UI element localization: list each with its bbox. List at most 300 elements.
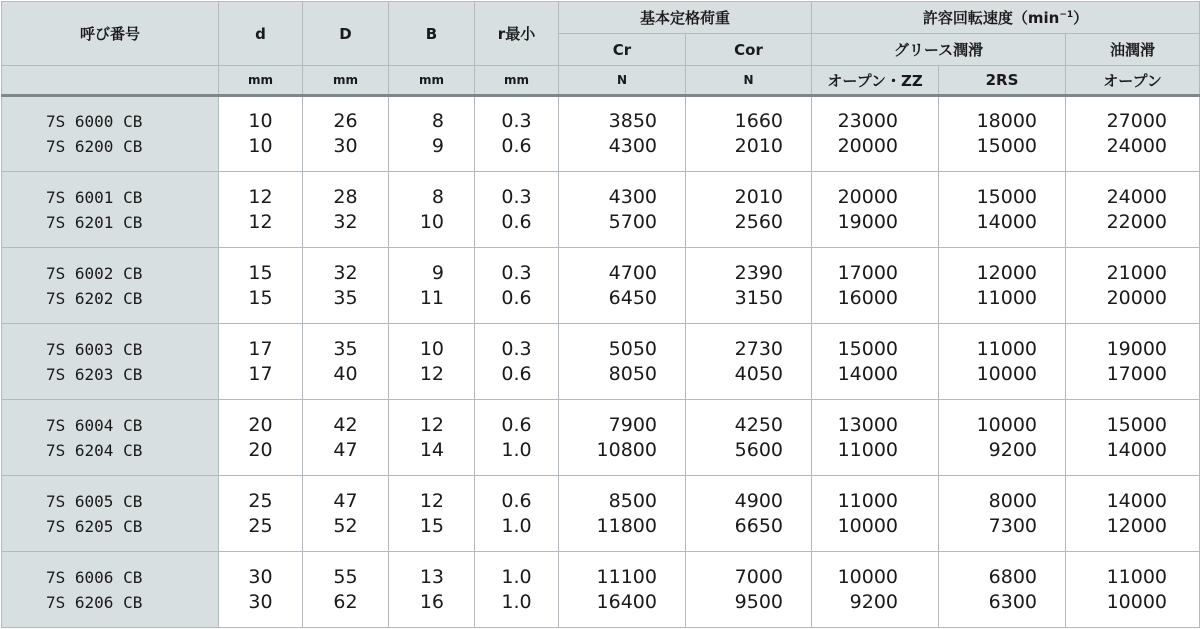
cell-lines: [686, 261, 783, 311]
line-60-series: 18000: [976, 110, 1038, 132]
cell-lines: [389, 185, 444, 235]
cell-lines: [939, 413, 1037, 463]
outer-D-cell: [303, 476, 389, 552]
line-62-series: 16: [419, 590, 444, 613]
oil-open-cell: [1066, 476, 1200, 552]
line-60-series: 6800: [988, 565, 1038, 588]
cell-lines: [686, 489, 783, 539]
line-60-series: 2010: [734, 185, 784, 208]
width-B-cell: [389, 476, 475, 552]
line-60-series: 23000: [837, 110, 899, 132]
speed-superscript: −1: [1059, 10, 1074, 20]
line-60-series: 0.6: [501, 413, 532, 436]
line-60-series: 0.3: [501, 185, 532, 208]
cell-lines: [46, 109, 218, 159]
line-60-series: 13: [419, 565, 444, 588]
line-62-series: 10000: [1106, 590, 1168, 613]
oil-open-cell: [1066, 96, 1200, 172]
line-62-series: 12000: [1106, 514, 1168, 537]
line-62-series: 6300: [988, 590, 1038, 613]
line-62-series: 22000: [1106, 210, 1168, 233]
outer-D-cell: [303, 96, 389, 172]
cell-lines: [1066, 565, 1167, 615]
designation-cell: [2, 172, 219, 248]
line-60-series: 12: [248, 185, 273, 208]
r-min-cell: [475, 248, 559, 324]
outer-D-cell: [303, 324, 389, 400]
header-Cor: Cor: [686, 34, 812, 66]
Cor-cell: [686, 400, 812, 476]
line-62-series: 7S 6204 CB: [46, 440, 143, 460]
cell-lines: [303, 109, 388, 159]
table-row: [2, 400, 1200, 476]
cell-lines: [1066, 413, 1167, 463]
line-60-series: 8: [431, 185, 444, 208]
line-60-series: 20000: [837, 185, 899, 208]
cell-lines: [939, 109, 1037, 159]
line-60-series: 42: [333, 413, 358, 436]
line-60-series: 25: [248, 489, 273, 512]
line-62-series: 30: [248, 590, 273, 613]
line-60-series: 15: [248, 261, 273, 284]
line-60-series: 8500: [608, 489, 657, 512]
line-62-series: 35: [333, 286, 358, 309]
grease-open-zz-cell: [812, 400, 939, 476]
line-62-series: 17000: [1106, 362, 1168, 385]
line-62-series: 8050: [608, 362, 657, 385]
line-62-series: 5600: [734, 438, 784, 461]
outer-D-cell: [303, 172, 389, 248]
line-60-series: 21000: [1106, 261, 1168, 284]
cell-lines: [686, 413, 783, 463]
bore-d-cell: [219, 172, 303, 248]
line-60-series: 0.3: [501, 110, 532, 132]
bearing-spec-table: [1, 1, 1200, 628]
cell-lines: [303, 413, 388, 463]
grease-2rs-cell: [939, 96, 1066, 172]
line-62-series: 9500: [734, 590, 784, 613]
line-62-series: 11000: [976, 286, 1038, 309]
cell-lines: [475, 565, 558, 615]
Cor-cell: [686, 248, 812, 324]
line-62-series: 3150: [734, 286, 784, 309]
cell-lines: [686, 565, 783, 615]
line-60-series: 13000: [837, 413, 899, 436]
line-62-series: 16000: [837, 286, 899, 309]
line-60-series: 4300: [608, 185, 657, 208]
Cr-cell: [559, 476, 686, 552]
line-62-series: 24000: [1106, 135, 1168, 157]
cell-lines: [559, 565, 657, 615]
cell-lines: [303, 489, 388, 539]
cell-lines: [1066, 109, 1167, 159]
unit-r: mm: [475, 66, 559, 96]
line-60-series: 1660: [734, 110, 784, 132]
line-60-series: 10: [248, 110, 273, 132]
bearing-spec-page: [1, 1, 1199, 627]
line-62-series: 20000: [837, 135, 899, 157]
header-width-B: B: [389, 2, 475, 66]
cell-lines: [219, 337, 302, 387]
table-row: [2, 248, 1200, 324]
line-62-series: 0.6: [501, 135, 532, 157]
line-62-series: 10000: [976, 362, 1038, 385]
line-62-series: 30: [333, 135, 358, 157]
cell-lines: [219, 109, 302, 159]
line-60-series: 7S 6000 CB: [46, 112, 143, 131]
cell-lines: [46, 565, 218, 615]
line-62-series: 0.6: [501, 286, 532, 309]
oil-open-cell: [1066, 400, 1200, 476]
cell-lines: [939, 489, 1037, 539]
cell-lines: [559, 489, 657, 539]
line-60-series: 27000: [1106, 110, 1168, 132]
line-60-series: 11000: [1106, 565, 1168, 588]
line-62-series: 62: [333, 590, 358, 613]
table-row: [2, 96, 1200, 172]
line-62-series: 7S 6200 CB: [46, 137, 143, 156]
line-62-series: 7S 6202 CB: [46, 288, 143, 308]
r-min-cell: [475, 324, 559, 400]
cell-lines: [389, 565, 444, 615]
grease-2rs-cell: [939, 476, 1066, 552]
cell-lines: [389, 489, 444, 539]
line-62-series: 14000: [837, 362, 899, 385]
table-row: [2, 324, 1200, 400]
table-row: [2, 172, 1200, 248]
line-62-series: 10800: [596, 438, 657, 461]
header-row-1: [2, 2, 1200, 34]
cell-lines: [303, 337, 388, 387]
line-62-series: 6450: [608, 286, 657, 309]
designation-cell: [2, 476, 219, 552]
cell-lines: [46, 185, 218, 235]
line-62-series: 0.6: [501, 210, 532, 233]
line-62-series: 11000: [837, 438, 899, 461]
grease-open-zz-cell: [812, 248, 939, 324]
line-60-series: 7S 6006 CB: [46, 567, 143, 587]
cell-lines: [303, 261, 388, 311]
line-60-series: 10000: [976, 413, 1038, 436]
cell-lines: [812, 109, 898, 159]
grease-open-zz-cell: [812, 552, 939, 628]
grease-open-zz-cell: [812, 96, 939, 172]
unit-blank: [2, 66, 219, 96]
line-60-series: 11100: [596, 565, 657, 588]
cell-lines: [219, 185, 302, 235]
line-62-series: 15: [419, 514, 444, 537]
cell-lines: [812, 261, 898, 311]
line-62-series: 12: [419, 362, 444, 385]
designation-cell: [2, 552, 219, 628]
designation-cell: [2, 400, 219, 476]
grease-2rs-cell: [939, 552, 1066, 628]
width-B-cell: [389, 400, 475, 476]
line-62-series: 16400: [596, 590, 657, 613]
line-60-series: 19000: [1106, 337, 1168, 360]
line-60-series: 17: [248, 337, 273, 360]
line-60-series: 3850: [608, 110, 657, 132]
oil-open-cell: [1066, 324, 1200, 400]
bore-d-cell: [219, 96, 303, 172]
cell-lines: [939, 261, 1037, 311]
line-62-series: 9200: [988, 438, 1038, 461]
cell-lines: [1066, 337, 1167, 387]
header-basic-load-rating: 基本定格荷重: [559, 2, 812, 34]
line-62-series: 52: [333, 514, 358, 537]
line-62-series: 4300: [608, 135, 657, 157]
unit-Cr: N: [559, 66, 686, 96]
line-62-series: 47: [333, 438, 358, 461]
bore-d-cell: [219, 400, 303, 476]
line-62-series: 32: [333, 210, 358, 233]
unit-grease-open-zz: オープン・ZZ: [812, 66, 939, 96]
line-62-series: 19000: [837, 210, 899, 233]
cell-lines: [46, 261, 218, 311]
Cr-cell: [559, 324, 686, 400]
line-60-series: 0.3: [501, 337, 532, 360]
line-62-series: 12: [248, 210, 273, 233]
r-min-cell: [475, 552, 559, 628]
grease-open-zz-cell: [812, 324, 939, 400]
cell-lines: [559, 337, 657, 387]
line-60-series: 4700: [608, 261, 657, 284]
line-60-series: 11000: [976, 337, 1038, 360]
line-60-series: 32: [333, 261, 358, 284]
line-60-series: 1.0: [501, 565, 532, 588]
line-62-series: 40: [333, 362, 358, 385]
line-60-series: 12000: [976, 261, 1038, 284]
oil-open-cell: [1066, 552, 1200, 628]
width-B-cell: [389, 552, 475, 628]
line-62-series: 14000: [976, 210, 1038, 233]
width-B-cell: [389, 96, 475, 172]
Cor-cell: [686, 96, 812, 172]
header-designation: 呼び番号: [2, 2, 219, 66]
line-62-series: 25: [248, 514, 273, 537]
cell-lines: [939, 185, 1037, 235]
line-60-series: 12: [419, 413, 444, 436]
cell-lines: [939, 337, 1037, 387]
line-60-series: 7S 6005 CB: [46, 491, 143, 511]
outer-D-cell: [303, 552, 389, 628]
line-60-series: 0.6: [501, 489, 532, 512]
line-62-series: 1.0: [501, 438, 532, 461]
cell-lines: [559, 413, 657, 463]
cell-lines: [812, 413, 898, 463]
cell-lines: [1066, 261, 1167, 311]
cell-lines: [389, 109, 444, 159]
width-B-cell: [389, 172, 475, 248]
line-62-series: 15000: [976, 135, 1038, 157]
cell-lines: [812, 185, 898, 235]
Cor-cell: [686, 476, 812, 552]
cell-lines: [219, 413, 302, 463]
cell-lines: [559, 185, 657, 235]
line-62-series: 9: [431, 135, 444, 157]
line-62-series: 0.6: [501, 362, 532, 385]
cell-lines: [475, 185, 558, 235]
line-62-series: 7S 6206 CB: [46, 592, 143, 612]
line-60-series: 7S 6002 CB: [46, 263, 143, 283]
oil-open-cell: [1066, 172, 1200, 248]
cell-lines: [219, 261, 302, 311]
line-60-series: 47: [333, 489, 358, 512]
table-header: [2, 2, 1200, 96]
table-row: [2, 552, 1200, 628]
cell-lines: [1066, 185, 1167, 235]
r-min-cell: [475, 476, 559, 552]
line-60-series: 4250: [734, 413, 784, 436]
line-60-series: 10: [419, 337, 444, 360]
Cr-cell: [559, 552, 686, 628]
cell-lines: [812, 489, 898, 539]
bore-d-cell: [219, 476, 303, 552]
unit-Cor: N: [686, 66, 812, 96]
line-60-series: 12: [419, 489, 444, 512]
line-60-series: 35: [333, 337, 358, 360]
line-60-series: 28: [333, 185, 358, 208]
line-62-series: 7300: [988, 514, 1038, 537]
cell-lines: [46, 337, 218, 387]
line-60-series: 14000: [1106, 489, 1168, 512]
line-62-series: 5700: [608, 210, 657, 233]
unit-grease-2rs: 2RS: [939, 66, 1066, 96]
unit-oil-open: オープン: [1066, 66, 1200, 96]
unit-B: mm: [389, 66, 475, 96]
grease-2rs-cell: [939, 248, 1066, 324]
cell-lines: [219, 565, 302, 615]
cell-lines: [475, 489, 558, 539]
line-62-series: 2010: [734, 135, 784, 157]
Cr-cell: [559, 172, 686, 248]
width-B-cell: [389, 248, 475, 324]
header-d: d: [219, 2, 303, 66]
cell-lines: [219, 489, 302, 539]
r-min-cell: [475, 96, 559, 172]
line-62-series: 7S 6201 CB: [46, 212, 143, 232]
line-60-series: 15000: [1106, 413, 1168, 436]
line-62-series: 10: [419, 210, 444, 233]
line-60-series: 15000: [976, 185, 1038, 208]
line-62-series: 20000: [1106, 286, 1168, 309]
line-60-series: 7900: [608, 413, 657, 436]
line-60-series: 30: [248, 565, 273, 588]
cell-lines: [686, 185, 783, 235]
cell-lines: [559, 261, 657, 311]
cell-lines: [939, 565, 1037, 615]
line-60-series: 17000: [837, 261, 899, 284]
cell-lines: [1066, 489, 1167, 539]
header-units-row: [2, 66, 1200, 96]
line-60-series: 55: [333, 565, 358, 588]
line-62-series: 1.0: [501, 590, 532, 613]
line-60-series: 5050: [608, 337, 657, 360]
cell-lines: [46, 413, 218, 463]
line-60-series: 9: [431, 261, 444, 284]
line-62-series: 14000: [1106, 438, 1168, 461]
line-62-series: 1.0: [501, 514, 532, 537]
line-60-series: 24000: [1106, 185, 1168, 208]
line-60-series: 2730: [734, 337, 784, 360]
line-60-series: 7S 6001 CB: [46, 187, 143, 207]
speed-prefix: 許容回転速度（min: [922, 9, 1060, 27]
table-row: [2, 476, 1200, 552]
bore-d-cell: [219, 552, 303, 628]
line-62-series: 20: [248, 438, 273, 461]
header-Cr: Cr: [559, 34, 686, 66]
cell-lines: [686, 109, 783, 159]
cell-lines: [46, 489, 218, 539]
line-62-series: 15: [248, 286, 273, 309]
line-60-series: 7S 6003 CB: [46, 339, 143, 359]
bore-d-cell: [219, 324, 303, 400]
Cr-cell: [559, 248, 686, 324]
line-62-series: 11: [419, 286, 444, 309]
line-62-series: 4050: [734, 362, 784, 385]
grease-open-zz-cell: [812, 476, 939, 552]
r-min-cell: [475, 172, 559, 248]
line-62-series: 7S 6205 CB: [46, 516, 143, 536]
speed-suffix: ）: [1073, 9, 1089, 27]
cell-lines: [303, 185, 388, 235]
line-62-series: 2560: [734, 210, 784, 233]
line-60-series: 15000: [837, 337, 899, 360]
cell-lines: [475, 109, 558, 159]
outer-D-cell: [303, 248, 389, 324]
grease-open-zz-cell: [812, 172, 939, 248]
header-outer-D: D: [303, 2, 389, 66]
line-62-series: 14: [419, 438, 444, 461]
grease-2rs-cell: [939, 324, 1066, 400]
Cor-cell: [686, 324, 812, 400]
line-62-series: 17: [248, 362, 273, 385]
line-62-series: 7S 6203 CB: [46, 364, 143, 384]
cell-lines: [559, 109, 657, 159]
header-oil-lubrication: 油潤滑: [1066, 34, 1200, 66]
cell-lines: [812, 565, 898, 615]
line-62-series: 6650: [734, 514, 784, 537]
bore-d-cell: [219, 248, 303, 324]
cell-lines: [812, 337, 898, 387]
line-60-series: 0.3: [501, 261, 532, 284]
line-60-series: 10000: [837, 565, 899, 588]
grease-2rs-cell: [939, 172, 1066, 248]
cell-lines: [389, 413, 444, 463]
header-allowable-speed: [812, 2, 1200, 34]
line-60-series: 26: [333, 110, 358, 132]
Cr-cell: [559, 96, 686, 172]
line-60-series: 7000: [734, 565, 784, 588]
line-62-series: 10000: [837, 514, 899, 537]
grease-2rs-cell: [939, 400, 1066, 476]
designation-cell: [2, 324, 219, 400]
line-60-series: 11000: [837, 489, 899, 512]
line-60-series: 8000: [988, 489, 1038, 512]
cell-lines: [475, 413, 558, 463]
header-grease-lubrication: グリース潤滑: [812, 34, 1066, 66]
Cor-cell: [686, 172, 812, 248]
line-60-series: 4900: [734, 489, 784, 512]
designation-cell: [2, 248, 219, 324]
line-62-series: 10: [248, 135, 273, 157]
cell-lines: [303, 565, 388, 615]
outer-D-cell: [303, 400, 389, 476]
line-62-series: 11800: [596, 514, 657, 537]
cell-lines: [475, 261, 558, 311]
unit-d: mm: [219, 66, 303, 96]
Cr-cell: [559, 400, 686, 476]
